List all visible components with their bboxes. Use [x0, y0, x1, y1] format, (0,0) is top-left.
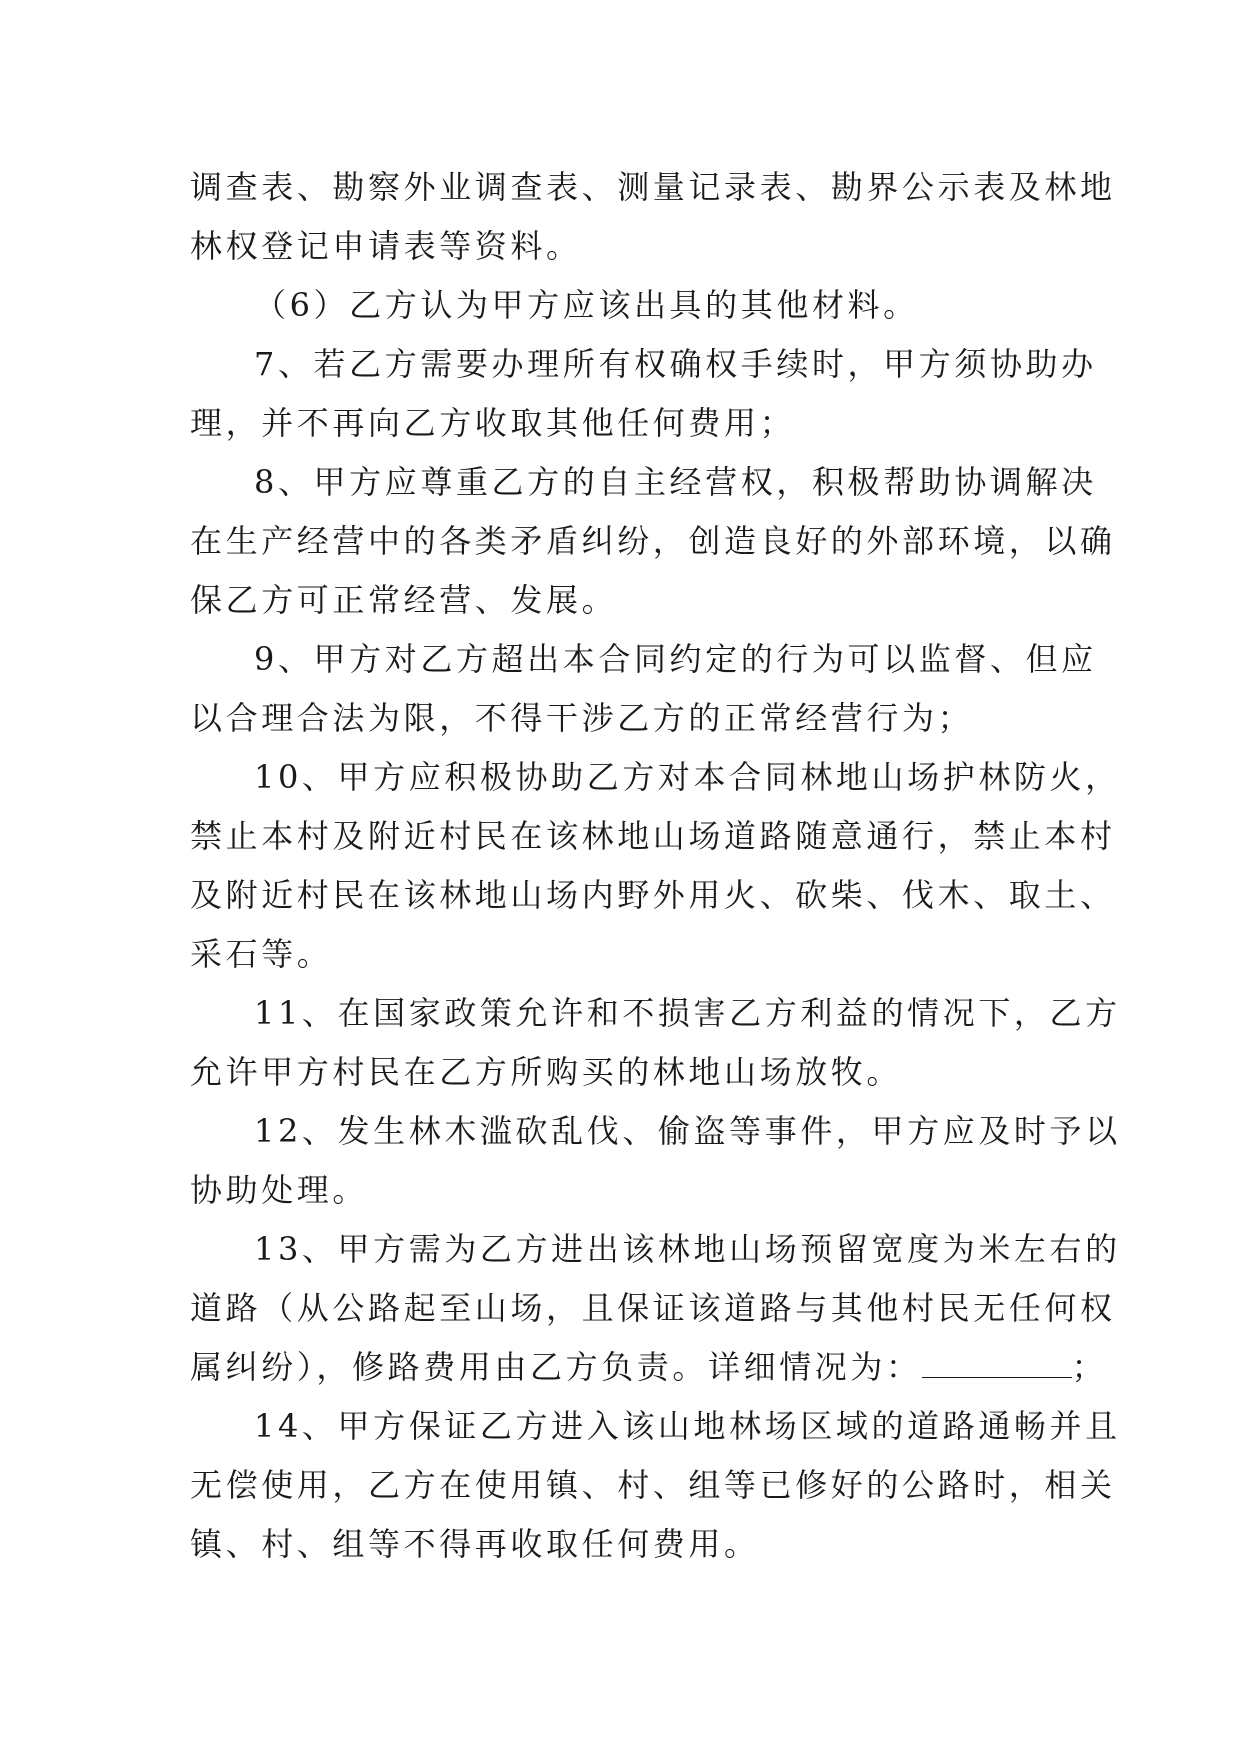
text-line: 采石等。	[190, 935, 333, 973]
text-line: 林权登记申请表等资料。	[190, 227, 582, 265]
text-line: 9、甲方对乙方超出本合同约定的行为可以监督、但应	[254, 640, 1097, 678]
text-line: 10、甲方应积极协助乙方对本合同林地山场护林防火，	[254, 758, 1121, 796]
text-line-with-blank	[190, 1338, 1108, 1397]
clause-13-end: ；	[1071, 1348, 1108, 1386]
text-line: 12、发生林木滥砍乱伐、偷盗等事件，甲方应及时予以	[254, 1112, 1121, 1150]
text-line: 镇、村、组等不得再收取任何费用。	[190, 1525, 760, 1563]
text-line: （6）乙方认为甲方应该出具的其他材料。	[254, 286, 919, 324]
fill-in-blank	[922, 1349, 1072, 1378]
text-line: 禁止本村及附近村民在该林地山场道路随意通行，禁止本村	[190, 817, 1116, 855]
text-line: 在生产经营中的各类矛盾纠纷，创造良好的外部环境，以确	[190, 522, 1116, 560]
text-line: 协助处理。	[190, 1171, 369, 1209]
text-line: 调查表、勘察外业调查表、测量记录表、勘界公示表及林地	[190, 168, 1116, 206]
text-line: 及附近村民在该林地山场内野外用火、砍柴、伐木、取土、	[190, 876, 1116, 914]
text-line: 理，并不再向乙方收取其他任何费用；	[190, 404, 796, 442]
text-line: 允许甲方村民在乙方所购买的林地山场放牧。	[190, 1053, 903, 1091]
text-line: 7、若乙方需要办理所有权确权手续时，甲方须协助办	[254, 345, 1097, 383]
text-line: 以合理合法为限，不得干涉乙方的正常经营行为；	[190, 699, 974, 737]
text-line: 11、在国家政策允许和不损害乙方利益的情况下，乙方	[254, 994, 1121, 1032]
text-line: 保乙方可正常经营、发展。	[190, 581, 618, 619]
document-body	[190, 158, 1121, 1574]
clause-13-text: 属纠纷），修路费用由乙方负责。详细情况为：	[190, 1348, 922, 1386]
text-line: 14、甲方保证乙方进入该山地林场区域的道路通畅并且	[254, 1407, 1121, 1445]
text-line: 道路（从公路起至山场，且保证该道路与其他村民无任何权	[190, 1289, 1116, 1327]
text-line: 13、甲方需为乙方进出该林地山场预留宽度为米左右的	[254, 1230, 1121, 1268]
text-line: 无偿使用，乙方在使用镇、村、组等已修好的公路时，相关	[190, 1466, 1116, 1504]
text-line: 8、甲方应尊重乙方的自主经营权，积极帮助协调解决	[254, 463, 1097, 501]
